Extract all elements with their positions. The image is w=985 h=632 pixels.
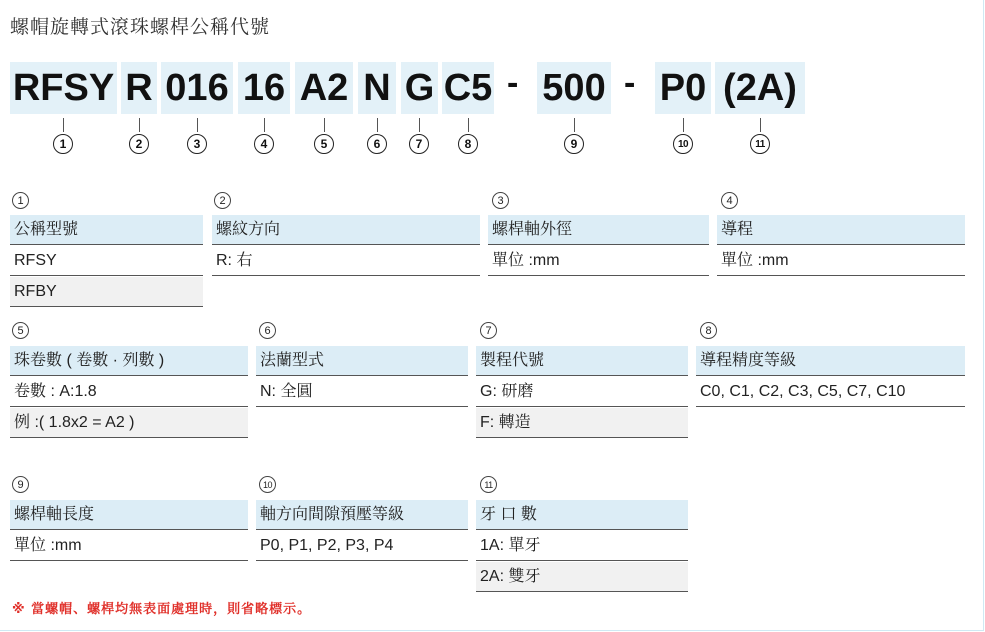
section-9-number: 9	[12, 476, 29, 493]
code-segment-thread-direction: R	[121, 62, 157, 114]
section-8-row: C0, C1, C2, C3, C5, C7, C10	[696, 377, 965, 407]
marker-1: 1	[53, 134, 73, 154]
code-separator: -	[507, 64, 519, 102]
marker-line	[760, 118, 761, 132]
code-segment-starts: (2A)	[715, 62, 805, 114]
code-segment-process: G	[401, 62, 438, 114]
section-2-header: 螺紋方向	[212, 215, 480, 245]
section-6-header: 法蘭型式	[256, 346, 468, 376]
marker-line	[63, 118, 64, 132]
section-8-number: 8	[700, 322, 717, 339]
section-11-header: 牙 口 數	[476, 500, 688, 530]
section-4-row: 單位 :mm	[717, 246, 965, 276]
marker-line	[197, 118, 198, 132]
footnote: ※ 當螺帽、螺桿均無表面處理時，則省略標示。	[12, 602, 312, 617]
section-10-row: P0, P1, P2, P3, P4	[256, 531, 468, 561]
section-5-number: 5	[12, 322, 29, 339]
section-7-row: F: 轉造	[476, 408, 688, 438]
section-10-number: 10	[259, 476, 276, 493]
marker-line	[377, 118, 378, 132]
marker-3: 3	[187, 134, 207, 154]
marker-line	[139, 118, 140, 132]
code-segment-preload: P0	[655, 62, 711, 114]
section-9-header: 螺桿軸長度	[10, 500, 248, 530]
section-11-row: 1A: 單牙	[476, 531, 688, 561]
section-3-row: 單位 :mm	[488, 246, 709, 276]
code-segment-lead: 16	[238, 62, 290, 114]
code-separator: -	[624, 64, 636, 102]
section-2-row: R: 右	[212, 246, 480, 276]
marker-2: 2	[129, 134, 149, 154]
section-5-header: 珠卷數 ( 卷數 · 列數 )	[10, 346, 248, 376]
section-1-row: RFSY	[10, 246, 203, 276]
section-10-header: 軸方向間隙預壓等級	[256, 500, 468, 530]
section-5-row: 例 :( 1.8x2 = A2 )	[10, 408, 248, 438]
marker-5: 5	[314, 134, 334, 154]
code-segment-circuits: A2	[295, 62, 353, 114]
section-9-row: 單位 :mm	[10, 531, 248, 561]
section-2-number: 2	[214, 192, 231, 209]
section-7-row: G: 研磨	[476, 377, 688, 407]
section-11-row: 2A: 雙牙	[476, 562, 688, 592]
section-1-row: RFBY	[10, 277, 203, 307]
section-3-header: 螺桿軸外徑	[488, 215, 709, 245]
section-8-header: 導程精度等級	[696, 346, 965, 376]
marker-line	[683, 118, 684, 132]
section-7-header: 製程代號	[476, 346, 688, 376]
code-segment-series: RFSY	[10, 62, 117, 114]
section-3-number: 3	[492, 192, 509, 209]
section-6-number: 6	[259, 322, 276, 339]
marker-line	[468, 118, 469, 132]
code-segment-shaft-length: 500	[537, 62, 611, 114]
marker-4: 4	[254, 134, 274, 154]
code-segment-shaft-diameter: 016	[161, 62, 233, 114]
code-segment-flange: N	[358, 62, 396, 114]
marker-10: 10	[673, 134, 693, 154]
section-4-number: 4	[721, 192, 738, 209]
marker-line	[574, 118, 575, 132]
section-6-row: N: 全圓	[256, 377, 468, 407]
section-1-header: 公稱型號	[10, 215, 203, 245]
marker-9: 9	[564, 134, 584, 154]
marker-7: 7	[409, 134, 429, 154]
marker-6: 6	[367, 134, 387, 154]
marker-11: 11	[750, 134, 770, 154]
section-4-header: 導程	[717, 215, 965, 245]
section-5-row: 卷數 : A:1.8	[10, 377, 248, 407]
section-11-number: 11	[480, 476, 497, 493]
marker-line	[264, 118, 265, 132]
section-7-number: 7	[480, 322, 497, 339]
marker-line	[324, 118, 325, 132]
page-title: 螺帽旋轉式滾珠螺桿公稱代號	[10, 16, 271, 38]
marker-line	[419, 118, 420, 132]
section-1-number: 1	[12, 192, 29, 209]
marker-8: 8	[458, 134, 478, 154]
code-segment-accuracy: C5	[442, 62, 494, 114]
